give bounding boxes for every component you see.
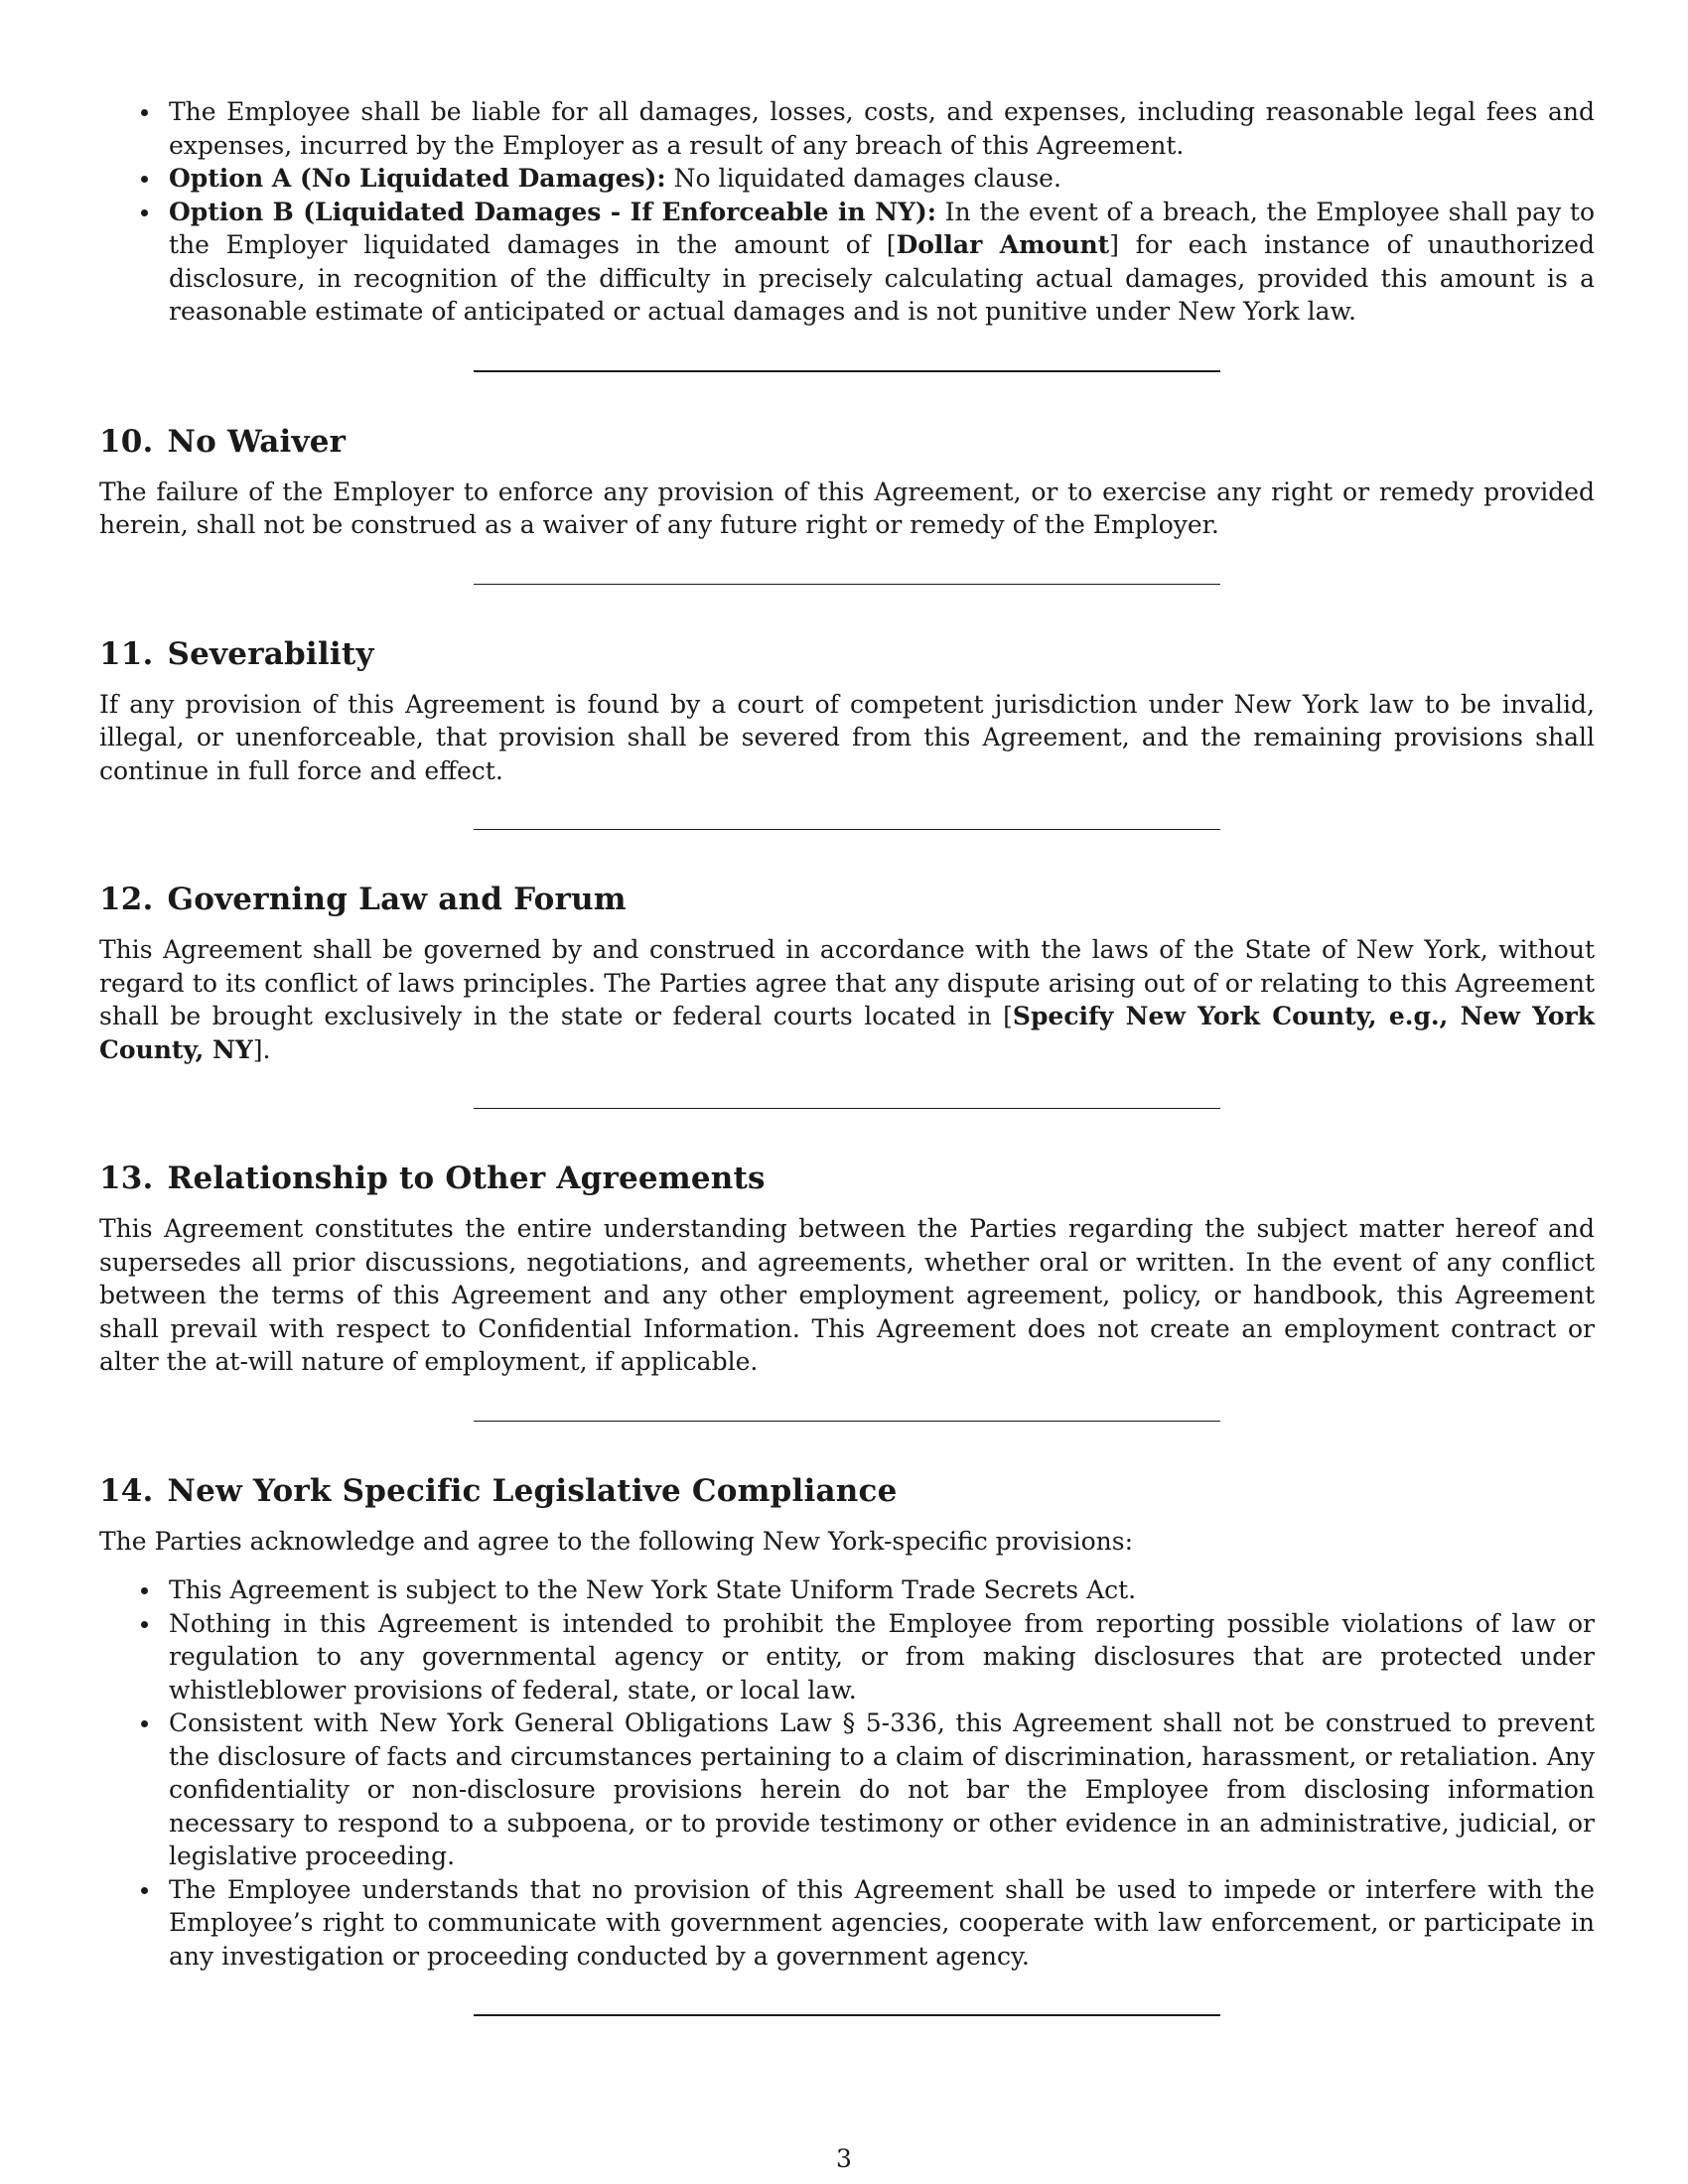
- list-item: Option A (No Liquidated Damages): No liquidated damages clause.: [169, 162, 1595, 196]
- section-heading: 11. Severability: [99, 635, 374, 672]
- list-item: This Agreement is subject to the New York State Uniform Trade Secrets Act.: [169, 1573, 1595, 1607]
- damages-bullet-list: [99, 95, 1595, 329]
- list-item: The Employee understands that no provision of this Agreement shall be used to impede or interfere with the Employee’s right to communicate with government agencies, cooperate with law enforcement, or participate in any investigation or proceeding conducted by a government agency.: [169, 1873, 1595, 1974]
- section-intro: The Parties acknowledge and agree to the following New York-specific provisions:: [99, 1526, 1134, 1556]
- section-body: If any provision of this Agreement is found by a court of competent jurisdiction under New York law to be invalid, illegal, or unenforceable, that provision shall be severed from this Agreement, and the remaining provisions shall continue in full force and effect.: [99, 689, 1595, 785]
- section-body: This Agreement constitutes the entire understanding between the Parties regarding the subject matter hereof and supersedes all prior discussions, negotiations, and agreements, whether oral or written. In the event of any conflict between the terms of this Agreement and any other employment agreement, policy, or handbook, this Agreement shall prevail with respect to Confidential Information. This Agreement does not create an employment contract or alter the at-will nature of employment, if applicable.: [99, 1214, 1595, 1376]
- section-ny-compliance: [99, 1471, 1595, 1974]
- list-item: Nothing in this Agreement is intended to prohibit the Employee from reporting possible violations of law or regulation to any governmental agency or entity, or from making disclosures that are protected under whistleblower provisions of federal, state, or local law.: [169, 1607, 1595, 1707]
- section-heading: 14. New York Specific Legislative Compliance: [99, 1472, 898, 1509]
- section-heading: 13. Relationship to Other Agreements: [99, 1160, 766, 1196]
- section-heading: 12. Governing Law and Forum: [99, 882, 627, 917]
- section-heading: 10. No Waiver: [99, 423, 347, 460]
- list-item: Consistent with New York General Obligations Law § 5-336, this Agreement shall not be construed to prevent the disclosure of facts and circumstances pertaining to a claim of discrimination, harassment, or retaliation. Any confidentiality or non-disclosure provisions herein do not bar the Employee from disclosing information necessary to respond to a subpoena, or to provide testimony or other evidence in an administrative, judicial, or legislative proceeding.: [169, 1706, 1595, 1873]
- section-divider: [474, 584, 1220, 585]
- section-severability: [99, 634, 1595, 788]
- section-divider: [474, 2014, 1220, 2016]
- section-no-waiver: [99, 422, 1595, 542]
- section-divider: [474, 370, 1220, 372]
- section-body: This Agreement shall be governed by and construed in accordance with the laws of the State of New York, without regard to its conflict of laws principles. The Parties agree that any dispute arising out of or relating to this Agreement shall be brought exclusively in the state or federal courts located in [Specify New York County, e.g., New York County, NY].: [99, 935, 1595, 1064]
- section-relationship: [99, 1159, 1595, 1379]
- compliance-bullet-list: [99, 1573, 1595, 1973]
- section-divider: [474, 1421, 1220, 1422]
- county-placeholder: Specify New York County, e.g., New York County, NY: [99, 1002, 1595, 1064]
- dollar-amount-placeholder: Dollar Amount: [896, 230, 1110, 259]
- document-page: [99, 95, 1595, 2066]
- page-number: 3: [836, 2144, 852, 2173]
- list-item: Option B (Liquidated Damages - If Enforceable in NY): In the event of a breach, the Employee shall pay to the Employer liquidated damages in the amount of [Dollar Amount] for each instance of unauthorized disclosure, in recognition of the difficulty in precisely calculating actual damages, provided this amount is a reasonable estimate of anticipated or actual damages and is not punitive under New York law.: [169, 196, 1595, 329]
- section-governing-law: [99, 880, 1595, 1066]
- list-item: The Employee shall be liable for all damages, losses, costs, and expenses, including reasonable legal fees and expenses, incurred by the Employer as a result of any breach of this Agreement.: [169, 95, 1595, 162]
- option-a-label: Option A (No Liquidated Damages):: [169, 164, 666, 193]
- option-b-label: Option B (Liquidated Damages - If Enforceable in NY):: [169, 197, 936, 226]
- section-body: The failure of the Employer to enforce any provision of this Agreement, or to exercise any right or remedy provided herein, shall not be construed as a waiver of any future right or remedy of the Employer.: [99, 477, 1595, 539]
- section-divider: [474, 829, 1220, 830]
- section-divider: [474, 1108, 1220, 1109]
